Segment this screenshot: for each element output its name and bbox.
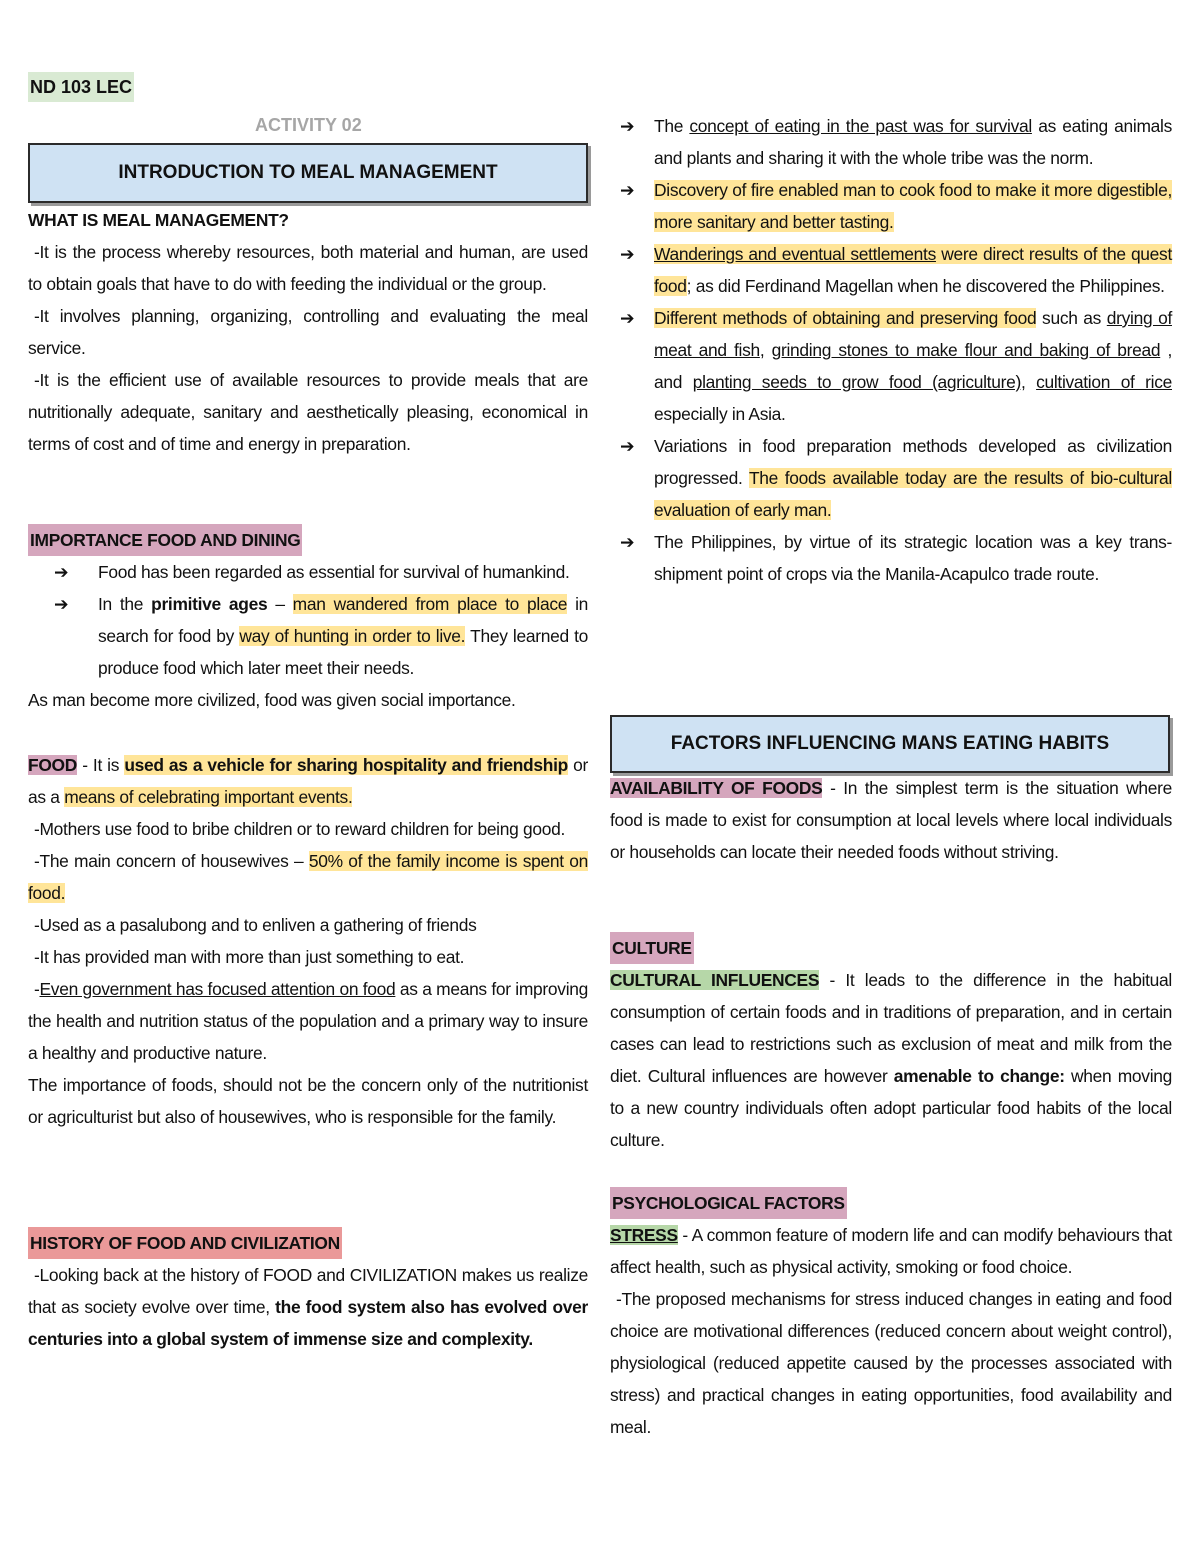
importance-bullet-1: ➔ Food has been regarded as essential for survival of humankind. <box>28 556 588 588</box>
arrow-icon: ➔ <box>620 244 635 264</box>
psychological-heading: PSYCHOLOGICAL FACTORS <box>610 1187 847 1219</box>
availability-text: AVAILABILITY OF FOODS - In the simplest term is the situation where food is made to exist for consumption at local levels where local individuals or households can locate their needed foods without striving. <box>610 778 1173 862</box>
importance-section <box>28 524 588 716</box>
psychological-section <box>610 1187 1172 1443</box>
stress-label: STRESS <box>610 1225 678 1245</box>
meal-management-p3: -It is the efficient use of available resources to provide meals that are nutritionally adequate, sanitary and aesthetically pleasing, economical in terms of cost and of time and energy in preparation. <box>28 370 588 454</box>
history-bullet-5: ➔ Variations in food preparation methods developed as civilization progressed. The foods available today are the results of bio-cultural evaluation of early man. <box>610 430 1172 526</box>
food-label: FOOD <box>28 755 78 775</box>
factors-title: FACTORS INFLUENCING MANS EATING HABITS <box>610 715 1170 773</box>
page-title: INTRODUCTION TO MEAL MANAGEMENT <box>28 143 588 203</box>
importance-heading: IMPORTANCE FOOD AND DINING <box>28 524 302 556</box>
history-bullet-1: ➔ The concept of eating in the past was for survival as eating animals and plants and sharing it with the whole tribe was the norm. <box>610 110 1172 174</box>
food-p6: The importance of foods, should not be the concern only of the nutritionist or agriculturist but also of housewives, who is responsible for the family. <box>28 1075 588 1127</box>
stress-text: STRESS - A common feature of modern life and can modify behaviours that affect health, such as physical activity, smoking or food choice. <box>610 1225 1172 1277</box>
history-bullet-4: ➔ Different methods of obtaining and preserving food such as drying of meat and fish, grinding stones to make flour and baking of bread , and planting seeds to grow food (agriculture), cultivation of rice especially in Asia. <box>610 302 1172 430</box>
arrow-icon: ➔ <box>54 594 69 614</box>
arrow-icon: ➔ <box>620 116 635 136</box>
history-bullet-2: ➔ Discovery of fire enabled man to cook food to make it more digestible, more sanitary and better tasting. <box>610 174 1172 238</box>
arrow-icon: ➔ <box>54 562 69 582</box>
availability-label: AVAILABILITY OF FOODS <box>610 778 823 798</box>
arrow-icon: ➔ <box>620 308 635 328</box>
food-p2: -The main concern of housewives – 50% of the family income is spent on food. <box>28 851 588 903</box>
food-section <box>28 749 588 1133</box>
meal-management-p2: -It involves planning, organizing, controlling and evaluating the meal service. <box>28 306 588 358</box>
culture-text: CULTURAL INFLUENCES - It leads to the difference in the habitual consumption of certain foods and in traditions of preparation, and in certain cases can lead to restrictions such as exclusion of meat and milk from the diet. Cultural influences are however amenable to change: when moving to a new country individuals often adopt particular food habits of the local culture. <box>610 970 1173 1150</box>
arrow-icon: ➔ <box>620 180 635 200</box>
history-bullet-3: ➔ Wanderings and eventual settlements were direct results of the quest food; as did Ferdinand Magellan when he discovered the Philippines. <box>610 238 1172 302</box>
meal-management-p1: -It is the process whereby resources, both material and human, are used to obtain goals that have to do with feeding the individual or the group. <box>28 242 588 294</box>
importance-bullet-2: ➔ In the primitive ages – man wandered from place to place in search for food by way of hunting in order to live. They learned to produce food which later meet their needs. <box>28 588 588 684</box>
activity-label: ACTIVITY 02 <box>255 115 362 135</box>
food-intro: FOOD - It is used as a vehicle for sharing hospitality and friendship or as a means of celebrating important events. <box>28 755 588 807</box>
arrow-icon: ➔ <box>620 436 635 456</box>
culture-section <box>610 932 1172 1156</box>
meal-management-heading: WHAT IS MEAL MANAGEMENT? <box>28 210 289 230</box>
food-p1: -Mothers use food to bribe children or to reward children for being good. <box>34 819 566 839</box>
history-section <box>28 1227 588 1355</box>
history-bullet-6: ➔ The Philippines, by virtue of its strategic location was a key trans-shipment point of crops via the Manila-Acapulco trade route. <box>610 526 1172 590</box>
stress-p2: -The proposed mechanisms for stress induced changes in eating and food choice are motivational differences (reduced concern about weight control), physiological (reduced appetite caused by the processes associated with stress) and practical changes in eating opportunities, food availability and meal. <box>610 1289 1172 1437</box>
meal-management-section <box>28 204 588 460</box>
history-heading: HISTORY OF FOOD AND CIVILIZATION <box>28 1227 342 1259</box>
course-code: ND 103 LEC <box>28 72 134 102</box>
factors-section <box>610 772 1172 868</box>
cultural-influences-label: CULTURAL INFLUENCES <box>610 970 820 990</box>
history-text: -Looking back at the history of FOOD and CIVILIZATION makes us realize that as society evolve over time, the food system also has evolved over centuries into a global system of immense size and complexity. <box>28 1265 589 1349</box>
food-p5: -Even government has focused attention on food as a means for improving the health and nutrition status of the population and a primary way to insure a healthy and productive nature. <box>28 979 588 1063</box>
food-p4: -It has provided man with more than just something to eat. <box>34 947 465 967</box>
food-p3: -Used as a pasalubong and to enliven a gathering of friends <box>34 915 477 935</box>
history-bullets <box>610 110 1172 590</box>
importance-after: As man become more civilized, food was given social importance. <box>28 690 516 710</box>
culture-heading: CULTURE <box>610 932 694 964</box>
arrow-icon: ➔ <box>620 532 635 552</box>
